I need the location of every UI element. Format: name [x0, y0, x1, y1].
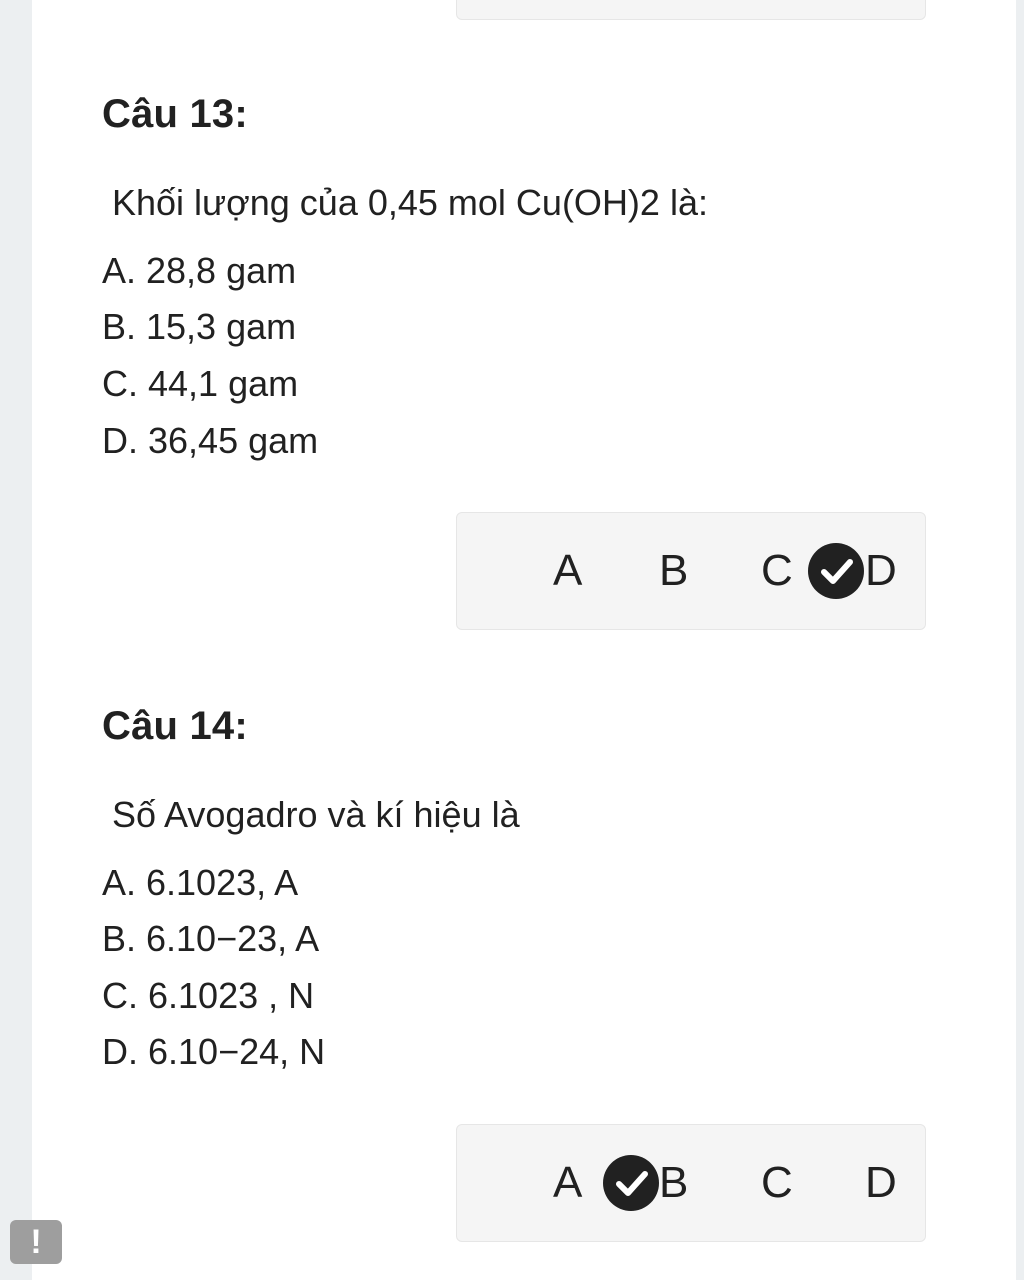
question-14-option-c: C. 6.1023 , N	[102, 975, 315, 1016]
question-13-title: Câu 13:	[102, 92, 248, 136]
question-13-choice-c[interactable]: C	[761, 546, 793, 595]
check-icon[interactable]	[603, 1155, 659, 1211]
question-13-text: Khối lượng của 0,45 mol Cu(OH)2 là:	[112, 182, 708, 223]
question-14-choice-b[interactable]: B	[659, 1158, 689, 1207]
question-14-choice-a[interactable]: A	[553, 1158, 583, 1207]
report-button[interactable]	[10, 1220, 62, 1264]
question-13-answer-bar	[456, 512, 926, 630]
question-14-option-b: B. 6.10−23, A	[102, 918, 320, 959]
question-14-option-d: D. 6.10−24, N	[102, 1031, 326, 1072]
question-13-option-b: B. 15,3 gam	[102, 306, 297, 347]
question-14-text: Số Avogadro và kí hiệu là	[112, 794, 520, 835]
question-13-choice-b[interactable]: B	[659, 546, 689, 595]
question-14-title: Câu 14:	[102, 704, 248, 748]
question-14-answer-bar	[456, 1124, 926, 1242]
question-13-option-a: A. 28,8 gam	[102, 250, 297, 291]
previous-answer-bar	[456, 0, 926, 20]
check-icon[interactable]	[808, 543, 864, 599]
question-13-choice-d[interactable]: D	[865, 546, 897, 595]
question-14-choice-d[interactable]: D	[865, 1158, 897, 1207]
question-14-choice-c[interactable]: C	[761, 1158, 793, 1207]
exclamation-icon: !	[30, 1223, 42, 1261]
question-13-option-d: D. 36,45 gam	[102, 420, 319, 461]
question-13-option-c: C. 44,1 gam	[102, 363, 299, 404]
question-13-choice-a[interactable]: A	[553, 546, 583, 595]
question-14-option-a: A. 6.1023, A	[102, 862, 299, 903]
